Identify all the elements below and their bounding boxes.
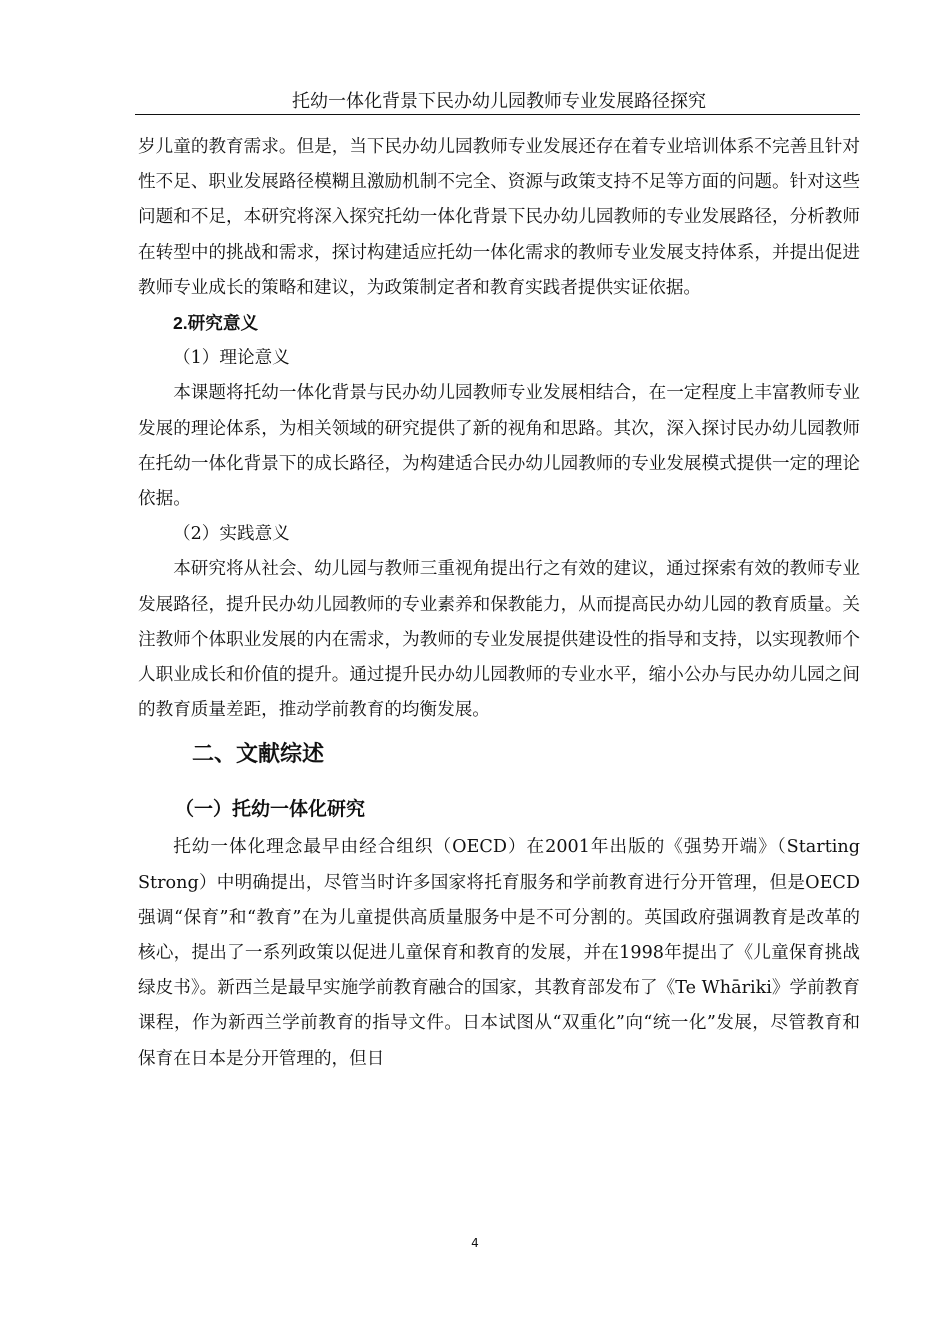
paragraph-integration-research: 托幼一体化理念最早由经合组织（OECD）在2001年出版的《强势开端》（Starting Strong）中明确提出，尽管当时许多国家将托育服务和学前教育进行分开管理，但是OECD强调“保育”和“教育”在为儿童提供高质量服务中是不可分割的。英国政府强调教育是改革的核心，提出了一系列政策以促进儿童保育和教育的发展，并在1998年提出了《儿童保育挑战绿皮书》。新西兰是最早实施学前教育融合的国家，其教育部发布了《Te Whāriki》学前教育课程，作为新西兰学前教育的指导文件。日本试图从“双重化”向“统一化”发展，尽管教育和保育在日本是分开管理的，但日 [138,837,860,1069]
page-number: 4 [471,1236,479,1250]
page-body [138,130,860,1077]
paragraph-research-background: 岁儿童的教育需求。但是，当下民办幼儿园教师专业发展还存在着专业培训体系不完善且针对性不足、职业发展路径模糊且激励机制不完全、资源与政策支持不足等方面的问题。针对这些问题和不足，本研究将深入探究托幼一体化背景下民办幼儿园教师的专业发展路径，分析教师在转型中的挑战和需求，探讨构建适应托幼一体化需求的教师专业发展支持体系，并提出促进教师专业成长的策略和建议，为政策制定者和教育实践者提供实证依据。 [138,137,860,298]
heading-theoretical-significance: （1）理论意义 [173,348,290,369]
subsection-heading-integration-research: （一）托幼一体化研究 [175,798,366,821]
heading-research-significance: 2.研究意义 [173,313,259,334]
header-divider [135,114,860,115]
paragraph-practical-significance: 本研究将从社会、幼儿园与教师三重视角提出行之有效的建议，通过探索有效的教师专业发展路径，提升民办幼儿园教师的专业素养和保教能力，从而提高民办幼儿园的教育质量。关注教师个体职业发展的内在需求，为教师的专业发展提供建设性的指导和支持，以实现教师个人职业成长和价值的提升。通过提升民办幼儿园教师的专业水平，缩小公办与民办幼儿园之间的教育质量差距，推动学前教育的均衡发展。 [138,559,860,721]
running-header: 托幼一体化背景下民办幼儿园教师专业发展路径探究 [292,91,706,112]
paragraph-theoretical-significance: 本课题将托幼一体化背景与民办幼儿园教师专业发展相结合，在一定程度上丰富教师专业发展的理论体系，为相关领域的研究提供了新的视角和思路。其次，深入探讨民办幼儿园教师在托幼一体化背景下的成长路径，为构建适合民办幼儿园教师的专业发展模式提供一定的理论依据。 [138,383,860,510]
section-heading-literature-review: 二、文献综述 [192,742,325,768]
heading-practical-significance: （2）实践意义 [173,524,290,545]
